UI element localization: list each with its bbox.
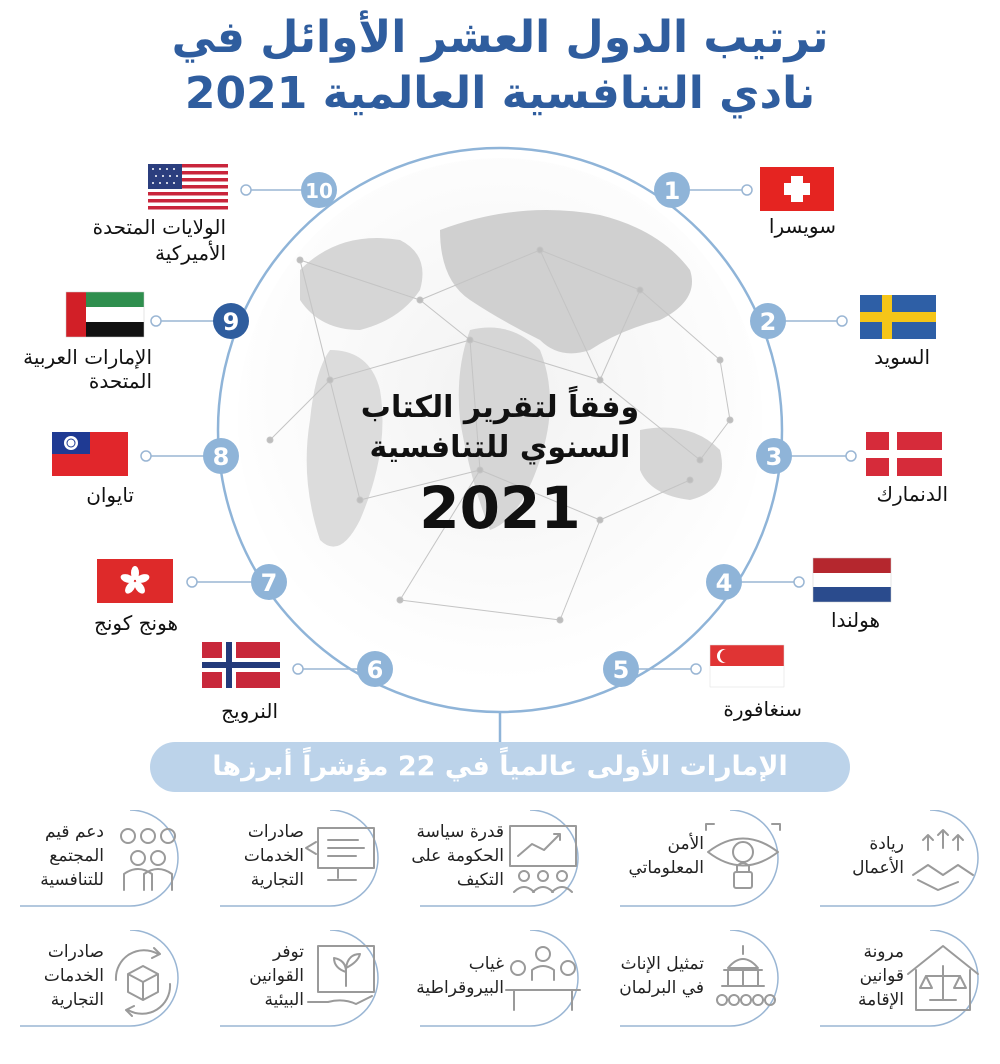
indicator-label-line: المجتمع (49, 846, 104, 866)
community-group-icon (98, 820, 188, 900)
indicator-card (610, 810, 800, 910)
indicator-label-line: في البرلمان (619, 978, 704, 998)
rank-number-5: 5 (612, 656, 630, 684)
indicator-label-line: دعم قيم (44, 822, 104, 842)
caption-line-1: وفقاً لتقرير الكتاب (360, 390, 640, 425)
country-name-9-line-1: الإمارات العربية (23, 345, 152, 369)
title-line-1: ترتيب الدول العشر الأوائل في (171, 12, 829, 63)
indicator-label-line: الإقامة (858, 990, 904, 1010)
uae-highlight-banner (150, 742, 850, 792)
rank-number-2: 2 (759, 308, 777, 336)
indicator-card (610, 930, 800, 1030)
indicator-card (410, 930, 600, 1030)
rank-number-1: 1 (663, 177, 681, 205)
indicator-label-line: الحكومة على (411, 846, 504, 866)
indicator-label (0, 940, 104, 1012)
indicator-label-line: صادرات (247, 822, 304, 842)
rank-number-10: 10 (305, 179, 333, 203)
box-cycle-icon (98, 940, 188, 1020)
switzerland-flag-icon (760, 167, 834, 211)
rank-number-9: 9 (222, 308, 240, 336)
indicator-label (794, 940, 904, 1012)
rank-number-6: 6 (366, 656, 384, 684)
caption-line-2: السنوي للتنافسية (369, 430, 631, 465)
indicator-label-line: التجارية (250, 870, 304, 890)
indicator-label-line: الأمن (667, 834, 704, 854)
country-name-2: السويد (874, 345, 930, 369)
report-caption (300, 388, 700, 544)
indicator-label (794, 832, 904, 880)
indicator-label-line: مرونة (863, 942, 904, 962)
sweden-flag-icon (860, 295, 936, 339)
indicator-card (10, 810, 200, 910)
indicator-label-line: القوانين (249, 966, 304, 986)
handshake-growth-icon (898, 820, 988, 900)
country-name-6: النرويج (221, 699, 278, 723)
presentation-chart-icon (498, 820, 588, 900)
indicator-label (194, 820, 304, 892)
indicator-label-line: تمثيل الإناث (620, 954, 704, 974)
country-name-10-line-2: الأميركية (154, 241, 226, 265)
indicator-card (210, 930, 400, 1030)
indicator-label-line: للتنافسية (40, 870, 104, 890)
plant-hand-icon (298, 940, 388, 1020)
usa-flag-icon (148, 164, 228, 210)
rank-number-4: 4 (715, 569, 733, 597)
indicator-label (394, 820, 504, 892)
country-name-10-line-1: الولايات المتحدة (92, 215, 226, 239)
meeting-table-icon (498, 940, 588, 1020)
indicator-card (410, 810, 600, 910)
indicator-label-line: التجارية (50, 990, 104, 1010)
indicator-card (10, 930, 200, 1030)
rank-number-3: 3 (765, 443, 783, 471)
country-name-9-line-2: المتحدة (88, 369, 152, 393)
caption-year: 2021 (419, 474, 581, 542)
hong-kong-flag-icon (97, 559, 173, 603)
indicator-label-line: البيروقراطية (416, 978, 504, 998)
indicator-card (810, 930, 1000, 1030)
indicator-label-line: البيئية (264, 990, 304, 1010)
indicator-label-line: التكيف (456, 870, 504, 890)
uae-flag-icon (66, 292, 144, 337)
indicator-label (594, 952, 704, 1000)
indicator-label (194, 940, 304, 1012)
norway-flag-icon (202, 642, 280, 688)
house-scales-icon (898, 940, 988, 1020)
country-name-10 (20, 214, 226, 266)
country-name-4: هولندا (830, 608, 880, 632)
indicator-label-line: توفر (272, 942, 304, 962)
banner-text: الإمارات الأولى عالمياً في 22 مؤشراً أبرزها (212, 751, 788, 782)
country-name-5: سنغافورة (723, 697, 802, 721)
indicator-label-line: ريادة (869, 834, 904, 854)
taiwan-flag-icon (52, 432, 128, 476)
indicator-label-line: المعلوماتي (628, 858, 704, 878)
indicator-label-line: غياب (468, 954, 504, 974)
indicator-label (594, 832, 704, 880)
indicator-label-line: الأعمال (852, 858, 904, 878)
parliament-icon (698, 940, 788, 1020)
monitor-exchange-icon (298, 820, 388, 900)
rank-number-7: 7 (260, 569, 278, 597)
indicator-card (210, 810, 400, 910)
netherlands-flag-icon (813, 558, 891, 602)
eye-lock-icon (698, 820, 788, 900)
indicator-label-line: الخدمات (43, 966, 104, 986)
indicator-card (810, 810, 1000, 910)
indicator-label-line: الخدمات (243, 846, 304, 866)
country-name-7: هونج كونج (93, 611, 178, 635)
denmark-flag-icon (866, 432, 942, 476)
country-name-8: تايوان (86, 483, 134, 507)
indicator-label-line: قدرة سياسة (416, 822, 504, 842)
indicator-label-line: صادرات (47, 942, 104, 962)
indicator-label (394, 952, 504, 1000)
country-name-9 (10, 345, 152, 393)
singapore-flag-icon (710, 645, 784, 687)
country-name-3: الدنمارك (876, 482, 948, 506)
country-name-1: سويسرا (768, 214, 836, 238)
indicator-label-line: قوانين (859, 966, 904, 986)
title-line-2: نادي التنافسية العالمية 2021 (184, 68, 816, 119)
rank-number-8: 8 (212, 443, 230, 471)
indicator-label (0, 820, 104, 892)
